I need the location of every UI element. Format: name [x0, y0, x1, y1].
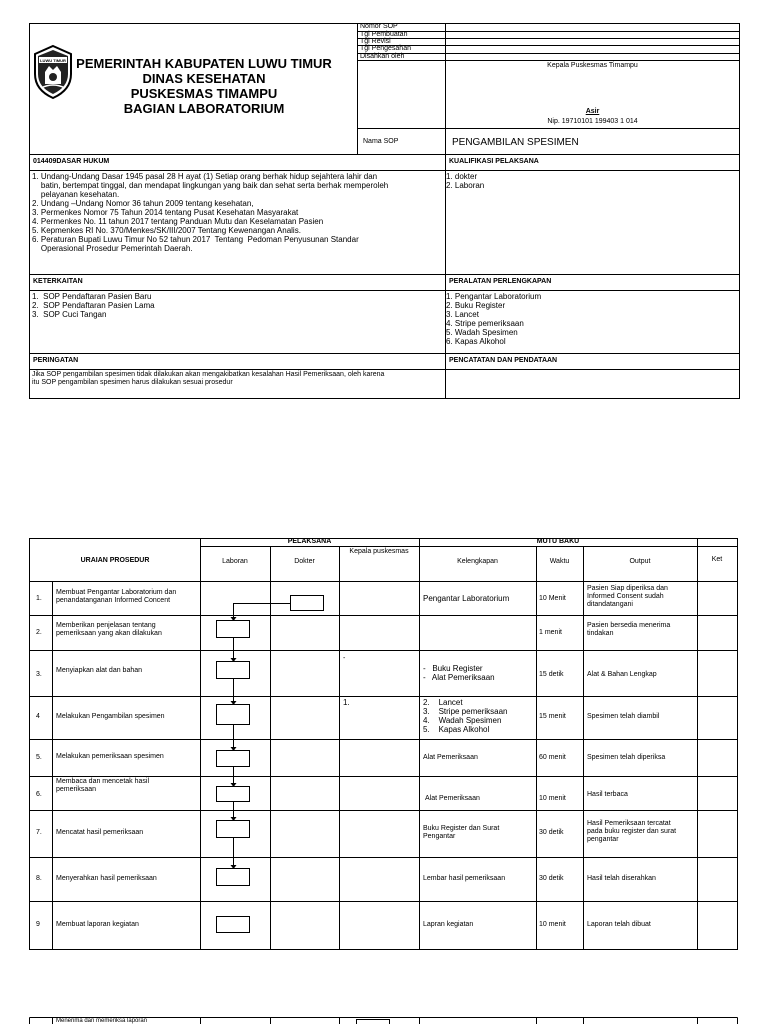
field-tgl-revisi: Tgl Revisi: [360, 38, 391, 45]
row-2-no: 2.: [36, 629, 42, 636]
flow-box-dokter: [291, 596, 324, 611]
peringatan-text-2: itu SOP pengambilan spesimen harus dilakukan sesuai prosedur: [32, 379, 233, 386]
list-item: 1. SOP Pendaftaran Pasien Baru: [32, 292, 152, 301]
row-6-output-1: Hasil terbaca: [587, 791, 628, 798]
row-4-output-1: Spesimen telah diambil: [587, 713, 660, 720]
row-8-no: 8.: [36, 875, 42, 882]
list-item: Operasional Prosedur Pemerintah Daerah.: [32, 244, 193, 253]
peringatan-text-1: Jika SOP pengambilan spesimen tidak dilakukan akan mengakibatkan kesalahan Hasil Pemeriksaan, oleh karena: [32, 371, 385, 378]
row-6-kelengkapan-1: Alat Pemeriksaan: [425, 795, 480, 802]
org-title-line-2: DINAS KESEHATAN: [142, 71, 266, 86]
row-1-uraian-2: penandatanganan Informed Concent: [56, 597, 171, 604]
list-item: 4. Permenkes No. 11 tahun 2017 tentang Panduan Mutu dan Keselamatan Pasien: [32, 217, 324, 226]
row-5-uraian-1: Melakukan pemeriksaan spesimen: [56, 753, 164, 760]
flow-box-laboran-8: [217, 869, 250, 886]
row-4-waktu: 15 menit: [539, 713, 566, 720]
list-item: 6. Peraturan Bupati Luwu Timur No 52 tahun 2017 Tentang Pedoman Penyusunan Standar: [32, 235, 359, 244]
row-3-uraian-1: Menyiapkan alat dan bahan: [56, 667, 143, 674]
header-pelaksana: PELAKSANA: [287, 538, 332, 545]
row-2-uraian-1: Memberikan penjelasan tentang: [56, 622, 156, 629]
list-item: batin, bertempat tinggal, dan mendapat lingkungan yang baik dan sehat serta berhak memperoleh: [32, 181, 389, 190]
list-item: 5. Wadah Spesimen: [446, 328, 518, 337]
row-9-uraian-1: Membuat laporan kegiatan: [56, 921, 139, 928]
nama-sop-label: Nama SOP: [363, 138, 399, 145]
flow-box-laboran-9: [217, 917, 250, 933]
row-5-kelengkapan-1: Alat Pemeriksaan: [423, 754, 478, 761]
field-tgl-pengesahan: Tgl Pengesahan: [360, 45, 411, 52]
row-5-no: 5.: [36, 754, 42, 761]
list-item: 2. Buku Register: [446, 301, 506, 310]
approver-title: Kepala Puskesmas Timampu: [547, 62, 638, 69]
logo-text: LUWU TIMUR: [40, 58, 66, 63]
header-waktu: Waktu: [549, 558, 570, 565]
header-output: Output: [629, 558, 651, 565]
row-6-no: 6.: [36, 791, 42, 798]
row-8-uraian-1: Menyerahkan hasil pemeriksaan: [56, 875, 157, 882]
row-9-kelengkapan-1: Lapran kegiatan: [423, 921, 474, 928]
row-4-kelengkapan-3: 4. Wadah Spesimen: [423, 716, 502, 725]
row-1-kelengkapan: Pengantar Laboratorium: [423, 594, 510, 603]
row-3-kelengkapan-1: - Buku Register: [423, 664, 483, 673]
keterkaitan-title: KETERKAITAN: [33, 278, 83, 285]
flow-connector: [234, 604, 291, 621]
flow-box-laboran-5: [217, 751, 250, 767]
row-4-kelengkapan-4: 5. Kapas Alkohol: [423, 725, 490, 734]
row-7-waktu: 30 detik: [539, 829, 564, 836]
flow-box-laboran-2: [217, 621, 250, 638]
row-4-kelengkapan-2: 3. Stripe pemeriksaan: [423, 707, 508, 716]
row-2-output-2: tindakan: [587, 630, 614, 637]
field-nomor-sop: Nomor SOP: [360, 23, 398, 30]
kualifikasi-title: KUALIFIKASI PELAKSANA: [449, 158, 539, 165]
org-title-line-3: PUSKESMAS TIMAMPU: [130, 86, 278, 101]
list-item: 3. Lancet: [446, 310, 479, 319]
approver-nip: Nip. 19710101 199403 1 014: [547, 118, 638, 125]
dasar-hukum-title: 014409DASAR HUKUM: [33, 158, 110, 165]
field-tgl-pembuatan: Tgl Pembuatan: [360, 31, 408, 38]
list-item: 2. SOP Pendaftaran Pasien Lama: [32, 301, 155, 310]
row-7-output-1: Hasil Pemeriksaan tercatat: [587, 820, 671, 827]
flow-box-laboran-6: [217, 787, 250, 802]
row-4-uraian-1: Melakukan Pengambilan spesimen: [56, 713, 165, 720]
header-dokter: Dokter: [294, 558, 315, 565]
field-disahkan-oleh: Disahkan oleh: [360, 53, 405, 60]
list-item: 3. SOP Cuci Tangan: [32, 310, 107, 319]
row-1-uraian-1: Membuat Pengantar Laboratorium dan: [56, 589, 177, 596]
row-1-output-2: Informed Consent sudah: [587, 593, 664, 600]
partial-row-uraian: Menerima dan memeriksa laporan: [56, 1018, 148, 1024]
row-3-kelengkapan-2: - Alat Pemeriksaan: [423, 673, 495, 682]
header-ket: Ket: [711, 556, 723, 563]
list-item: 5. Kepmenkes RI No. 370/Menkes/SK/III/2007 Tentang Kewenangan Analis.: [32, 226, 301, 235]
row-9-waktu: 10 menit: [539, 921, 566, 928]
row-8-output-1: Hasil telah diserahkan: [587, 875, 656, 882]
row-1-no: 1.: [36, 595, 42, 602]
row-2-uraian-2: pemeriksaan yang akan dilakukan: [56, 630, 162, 637]
org-title-line-4: BAGIAN LABORATORIUM: [123, 101, 285, 116]
row-1-output-3: ditandatangani: [587, 601, 633, 608]
row-3-output-1: Alat & Bahan Lengkap: [587, 671, 657, 678]
approver-name: Asir: [585, 108, 600, 115]
row-7-output-2: pada buku register dan surat: [587, 828, 677, 835]
row-6-uraian-2: pemeriksaan: [56, 786, 97, 793]
row-3-no: 3.: [36, 671, 42, 678]
row-3-kepala-1: -: [343, 655, 346, 662]
flow-box-laboran-4: [217, 705, 250, 725]
header-laboran: Laboran: [222, 558, 248, 565]
row-4-kelengkapan-1: 2. Lancet: [423, 698, 463, 707]
row-2-output-1: Pasien bersedia menerima: [587, 622, 671, 629]
row-8-kelengkapan-1: Lembar hasil pemeriksaan: [423, 875, 506, 882]
row-2-waktu: 1 menit: [539, 629, 562, 636]
peringatan-title: PERINGATAN: [33, 357, 79, 364]
row-5-output-1: Spesimen telah diperiksa: [587, 754, 666, 761]
peralatan-title: PERALATAN PERLENGKAPAN: [449, 278, 552, 285]
list-item: 1. Pengantar Laboratorium: [446, 292, 542, 301]
header-mutu-baku: MUTU BAKU: [536, 538, 580, 545]
row-4-no: 4: [36, 713, 40, 720]
row-6-uraian-1: Membaca dan mencetak hasil: [56, 778, 149, 785]
row-4-kepala-1: 1.: [343, 698, 350, 707]
header-kelengkapan: Kelengkapan: [457, 558, 498, 565]
row-7-output-3: pengantar: [587, 836, 619, 843]
list-item: 1. dokter: [446, 172, 478, 181]
list-item: 2. Laboran: [446, 181, 485, 190]
row-5-waktu: 60 menit: [539, 754, 566, 761]
flow-box-laboran-7: [217, 821, 250, 838]
list-item: 1. Undang-Undang Dasar 1945 pasal 28 H ayat (1) Setiap orang berhak hidup sejahtera lahir dan: [32, 172, 378, 181]
list-item: 2. Undang –Undang Nomor 36 tahun 2009 tentang kesehatan,: [32, 199, 254, 208]
header-uraian: URAIAN PROSEDUR: [80, 557, 150, 564]
row-8-waktu: 30 detik: [539, 875, 564, 882]
row-9-output-1: Laporan telah dibuat: [587, 921, 651, 928]
row-7-kelengkapan-1: Buku Register dan Surat: [423, 825, 500, 832]
row-7-kelengkapan-2: Pengantar: [423, 833, 456, 840]
org-title-line-1: PEMERINTAH KABUPATEN LUWU TIMUR: [76, 56, 332, 71]
pencatatan-title: PENCATATAN DAN PENDATAAN: [449, 357, 558, 364]
list-item: 3. Permenkes Nomor 75 Tahun 2014 tentang Pusat Kesehatan Masyarakat: [32, 208, 299, 217]
row-1-waktu: 10 Menit: [539, 595, 566, 602]
row-9-no: 9: [36, 921, 40, 928]
row-7-no: 7.: [36, 829, 42, 836]
list-item: 6. Kapas Alkohol: [446, 337, 506, 346]
list-item: pelayanan kesehatan.: [32, 190, 120, 199]
row-7-uraian-1: Mencatat hasil pemeriksaan: [56, 829, 144, 836]
list-item: 4. Stripe pemeriksaan: [446, 319, 524, 328]
row-6-waktu: 10 menit: [539, 795, 566, 802]
row-1-output-1: Pasien Siap diperiksa dan: [587, 585, 668, 592]
row-3-waktu: 15 detik: [539, 671, 564, 678]
header-kepala: Kepala puskesmas: [349, 548, 409, 555]
flow-box-laboran-3: [217, 662, 250, 679]
nama-sop-value: PENGAMBILAN SPESIMEN: [452, 137, 579, 148]
